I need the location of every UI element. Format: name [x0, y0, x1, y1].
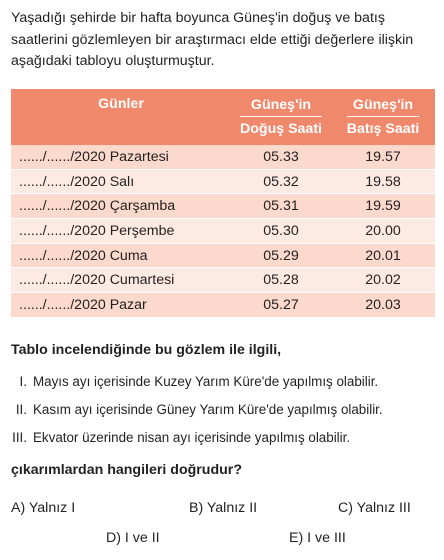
table-row — [11, 293, 435, 318]
statement-number: III. — [12, 430, 27, 445]
table-row — [11, 145, 435, 169]
statement-number: I. — [19, 374, 27, 389]
header-days: Günler — [11, 89, 231, 145]
header-sunset-line1: Güneş'in — [352, 97, 414, 113]
sunset-cell: 20.03 — [331, 293, 435, 318]
day-cell: ....../....../2020 Perşembe — [11, 219, 231, 244]
statement-text: Ekvator üzerinde nisan ayı içerisinde yapılmış olabilir. — [33, 430, 351, 445]
statement-text: Mayıs ayı içerisinde Kuzey Yarım Küre'de yapılmış olabilir. — [33, 374, 379, 389]
option-b[interactable]: B) Yalnız II — [189, 500, 258, 516]
day-cell: ....../....../2020 Cuma — [11, 243, 231, 268]
statement-item — [11, 372, 441, 400]
header-sunrise-line2: Doğuş Saati — [240, 116, 322, 140]
sunset-cell: 19.58 — [331, 169, 435, 194]
sunset-cell: 19.57 — [331, 145, 435, 169]
table-row — [11, 169, 435, 194]
sunset-cell: 20.00 — [331, 219, 435, 244]
table-header-row — [11, 89, 435, 145]
option-e[interactable]: E) I ve III — [289, 530, 346, 546]
statement-item — [11, 400, 441, 428]
header-sunset — [331, 89, 435, 145]
sunset-cell: 20.02 — [331, 268, 435, 293]
question-stem: Tablo incelendiğinde bu gözlem ile ilgili, — [11, 342, 282, 358]
sunrise-cell: 05.27 — [231, 293, 331, 318]
question-prompt: çıkarımlardan hangileri doğrudur? — [11, 462, 242, 478]
day-cell: ....../....../2020 Salı — [11, 169, 231, 194]
option-a[interactable]: A) Yalnız I — [11, 500, 76, 516]
sunrise-cell: 05.31 — [231, 194, 331, 219]
header-sunset-line2: Batış Saati — [347, 116, 420, 140]
table-row — [11, 243, 435, 268]
sunset-cell: 19.59 — [331, 194, 435, 219]
sun-times-table — [11, 89, 435, 318]
table-row — [11, 219, 435, 244]
header-sunrise — [231, 89, 331, 145]
option-c[interactable]: C) Yalnız III — [338, 500, 411, 516]
day-cell: ....../....../2020 Pazartesi — [11, 145, 231, 169]
table-row — [11, 194, 435, 219]
statement-text: Kasım ayı içerisinde Güney Yarım Küre'de yapılmış olabilir. — [33, 402, 383, 417]
option-d[interactable]: D) I ve II — [106, 530, 160, 546]
header-sunrise-line1: Güneş'in — [250, 97, 312, 113]
intro-paragraph: Yaşadığı şehirde bir hafta boyunca Güneş'in doğuş ve batış saatlerini gözlemleyen bir araştırmacı elde ettiği değerlere ilişkin aşağıdaki tabloyu oluşturmuştur. — [11, 10, 414, 69]
day-cell: ....../....../2020 Cumartesi — [11, 268, 231, 293]
sunrise-cell: 05.33 — [231, 145, 331, 169]
statement-list — [11, 372, 441, 456]
table-row — [11, 268, 435, 293]
day-cell: ....../....../2020 Pazar — [11, 293, 231, 318]
sunrise-cell: 05.30 — [231, 219, 331, 244]
sunrise-cell: 05.32 — [231, 169, 331, 194]
sunset-cell: 20.01 — [331, 243, 435, 268]
day-cell: ....../....../2020 Çarşamba — [11, 194, 231, 219]
statement-number: II. — [15, 402, 27, 417]
sunrise-cell: 05.28 — [231, 268, 331, 293]
statement-item — [11, 428, 441, 456]
sunrise-cell: 05.29 — [231, 243, 331, 268]
